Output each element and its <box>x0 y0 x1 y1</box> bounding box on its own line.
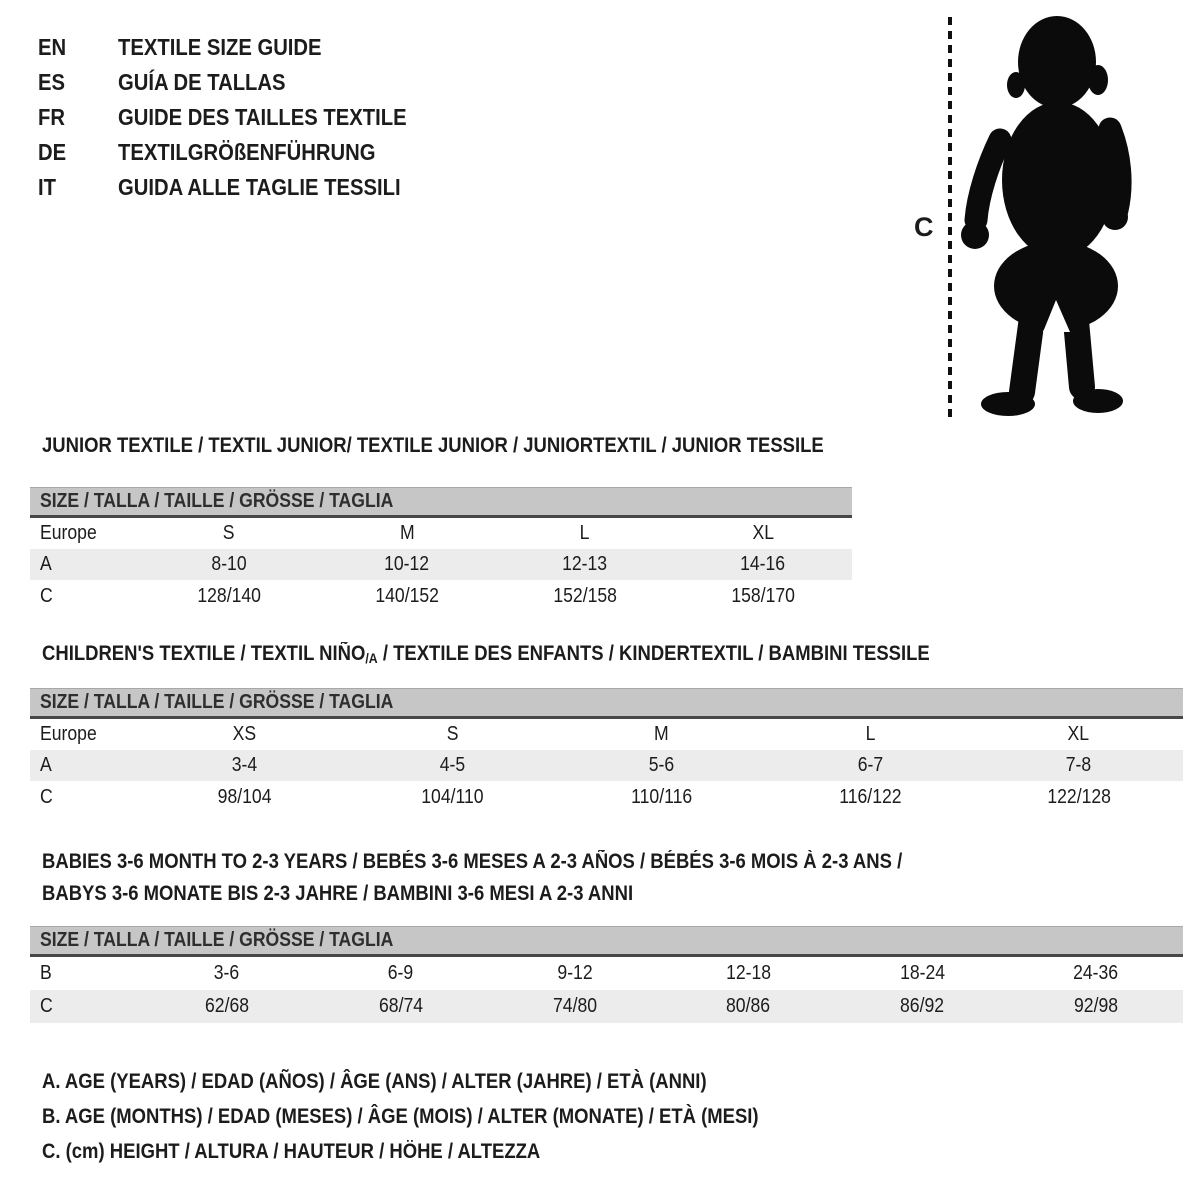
height-cell <box>140 585 318 608</box>
months-cell <box>314 962 488 985</box>
row-label <box>30 585 140 608</box>
row-label-text: Europe <box>40 522 97 544</box>
children-title-sub: /A <box>365 650 378 666</box>
language-code-es <box>38 69 118 96</box>
age-cell-text: 12-13 <box>562 553 608 575</box>
height-cell <box>318 585 496 608</box>
size-cell <box>140 522 318 545</box>
row-label <box>30 995 140 1018</box>
row-label-text: Europe <box>40 723 97 745</box>
footnote-height-cm <box>42 1140 608 1164</box>
height-cell <box>140 786 349 809</box>
language-code-de-text: DE <box>38 139 67 165</box>
children-size-header-text: SIZE / TALLA / TAILLE / GRÖSSE / TAGLIA <box>40 691 394 713</box>
language-code-es-text: ES <box>38 69 66 95</box>
months-cell <box>1009 962 1183 985</box>
height-cell-text: 122/128 <box>1046 786 1111 808</box>
children-row-height <box>30 781 1183 814</box>
size-cell <box>318 522 496 545</box>
height-cell-text: 140/152 <box>375 585 439 607</box>
height-cell <box>314 995 488 1018</box>
months-cell-text: 24-36 <box>1073 962 1119 984</box>
months-cell-text: 6-9 <box>388 962 414 984</box>
children-section-title <box>42 642 1051 666</box>
height-cell <box>349 786 558 809</box>
guide-title-en-text: TEXTILE SIZE GUIDE <box>118 34 322 60</box>
size-cell <box>496 522 674 545</box>
size-cell-text: S <box>223 522 235 544</box>
height-cell <box>835 995 1009 1018</box>
height-cell-text: 80/86 <box>726 995 771 1017</box>
toddler-silhouette-image <box>960 14 1150 429</box>
row-label-text: B <box>40 962 52 984</box>
age-cell <box>140 754 349 777</box>
height-cell-text: 74/80 <box>552 995 597 1017</box>
row-label <box>30 553 140 576</box>
row-label-text: A <box>40 553 52 575</box>
size-cell-text: XS <box>232 723 257 745</box>
row-label <box>30 786 140 809</box>
age-cell <box>974 754 1183 777</box>
row-label <box>30 723 140 746</box>
junior-section-title <box>42 434 930 458</box>
children-row-europe <box>30 719 1183 750</box>
size-cell-text: XL <box>1067 723 1090 745</box>
months-cell-text: 3-6 <box>214 962 240 984</box>
age-cell-text: 14-16 <box>740 553 786 575</box>
footnote-age-years <box>42 1070 797 1094</box>
row-label-text: C <box>40 585 53 607</box>
months-cell-text: 9-12 <box>556 962 593 984</box>
height-cell-text: 152/158 <box>553 585 617 607</box>
age-cell <box>140 553 318 576</box>
junior-row-europe <box>30 518 852 549</box>
size-cell <box>974 723 1183 746</box>
age-cell-text: 6-7 <box>857 754 883 776</box>
babies-row-months <box>30 957 1183 990</box>
height-cell <box>766 786 975 809</box>
height-cell-text: 128/140 <box>197 585 261 607</box>
babies-size-table <box>30 926 1183 1023</box>
height-cell <box>661 995 835 1018</box>
row-label <box>30 962 140 985</box>
height-cell-text: 86/92 <box>900 995 945 1017</box>
months-cell-text: 12-18 <box>725 962 771 984</box>
age-cell <box>318 553 496 576</box>
size-cell-text: M <box>399 522 415 544</box>
language-code-fr-text: FR <box>38 104 65 130</box>
age-cell-text: 3-4 <box>231 754 258 776</box>
babies-section-title-line2 <box>42 882 714 906</box>
footnote-age-months <box>42 1105 856 1129</box>
size-cell <box>557 723 766 746</box>
junior-row-height <box>30 580 852 613</box>
guide-title-de-text: TEXTILGRÖßENFÜHRUNG <box>118 139 376 165</box>
children-section-title-text <box>42 642 930 666</box>
months-cell <box>140 962 314 985</box>
size-cell <box>674 522 852 545</box>
height-cell <box>140 995 314 1018</box>
guide-title-es <box>118 69 446 96</box>
language-code-it-text: IT <box>38 174 56 200</box>
guide-title-fr-text: GUIDE DES TAILLES TEXTILE <box>118 104 407 130</box>
children-size-table <box>30 688 1183 814</box>
height-cell-text: 98/104 <box>217 786 272 808</box>
children-table-header <box>30 688 1183 719</box>
age-cell-text: 10-12 <box>384 553 430 575</box>
row-label-text: A <box>40 754 52 776</box>
height-cell-text: 62/68 <box>204 995 249 1017</box>
age-cell-text: 8-10 <box>211 553 247 575</box>
junior-row-age <box>30 549 852 580</box>
months-cell <box>835 962 1009 985</box>
height-cell <box>1009 995 1183 1018</box>
language-code-en-text: EN <box>38 34 67 60</box>
height-cell-text: 68/74 <box>378 995 423 1017</box>
age-cell-text: 5-6 <box>648 754 675 776</box>
junior-section-title-text: JUNIOR TEXTILE / TEXTIL JUNIOR/ TEXTILE JUNIOR / JUNIORTEXTIL / JUNIOR TESSILE <box>42 434 824 457</box>
size-cell-text: L <box>580 522 590 544</box>
age-cell-text: 4-5 <box>440 754 466 776</box>
height-measure-dashed-line <box>948 17 952 417</box>
height-cell-text: 116/122 <box>838 786 902 808</box>
children-row-age <box>30 750 1183 781</box>
footnote-height-cm-text: C. (cm) HEIGHT / ALTURA / HAUTEUR / HÖHE / ALTEZZA <box>42 1140 541 1163</box>
language-code-de <box>38 139 118 166</box>
months-cell <box>488 962 662 985</box>
guide-title-fr <box>118 104 446 131</box>
babies-title-line2-text: BABYS 3-6 MONATE BIS 2-3 JAHRE / BAMBINI 3-6 MESI A 2-3 ANNI <box>42 882 634 905</box>
children-title-pre: CHILDREN'S TEXTILE / TEXTIL NIÑO <box>42 642 366 665</box>
babies-table-header <box>30 926 1183 957</box>
guide-title-es-text: GUÍA DE TALLAS <box>118 69 286 95</box>
language-legend <box>38 30 446 205</box>
age-cell <box>557 754 766 777</box>
junior-size-header-text: SIZE / TALLA / TAILLE / GRÖSSE / TAGLIA <box>40 490 394 512</box>
row-label-text: C <box>40 995 53 1017</box>
guide-title-en <box>118 34 446 61</box>
footnote-age-years-text: A. AGE (YEARS) / EDAD (AÑOS) / ÂGE (ANS) / ALTER (JAHRE) / ETÀ (ANNI) <box>42 1070 707 1093</box>
size-cell-text: M <box>654 723 669 745</box>
guide-title-de <box>118 139 446 166</box>
size-cell <box>349 723 558 746</box>
age-cell <box>766 754 975 777</box>
babies-row-height <box>30 990 1183 1023</box>
language-code-en <box>38 34 118 61</box>
size-cell-text: S <box>447 723 459 745</box>
children-title-post: / TEXTILE DES ENFANTS / KINDERTEXTIL / BAMBINI TESSILE <box>377 642 930 665</box>
babies-section-title-line1 <box>42 850 1020 874</box>
age-cell <box>674 553 852 576</box>
babies-title-line1-text: BABIES 3-6 MONTH TO 2-3 YEARS / BEBÉS 3-6 MESES A 2-3 AÑOS / BÉBÉS 3-6 MOIS À 2-3 ANS / <box>42 850 903 873</box>
row-label-text: C <box>40 786 53 808</box>
size-cell-text: L <box>865 723 875 745</box>
babies-size-header-text: SIZE / TALLA / TAILLE / GRÖSSE / TAGLIA <box>40 929 394 951</box>
height-cell <box>557 786 766 809</box>
size-cell-text: XL <box>752 522 774 544</box>
footnote-age-months-text: B. AGE (MONTHS) / EDAD (MESES) / ÂGE (MOIS) / ALTER (MONATE) / ETÀ (MESI) <box>42 1105 759 1128</box>
height-cell <box>974 786 1183 809</box>
age-cell <box>496 553 674 576</box>
guide-title-it-text: GUIDA ALLE TAGLIE TESSILI <box>118 174 401 200</box>
months-cell <box>661 962 835 985</box>
language-code-fr <box>38 104 118 131</box>
height-cell-text: 92/98 <box>1074 995 1119 1017</box>
height-cell-text: 104/110 <box>421 786 485 808</box>
height-measure-label: C <box>914 212 934 242</box>
age-cell <box>349 754 558 777</box>
age-cell-text: 7-8 <box>1065 754 1092 776</box>
height-cell <box>496 585 674 608</box>
row-label <box>30 522 140 545</box>
guide-title-it <box>118 174 446 201</box>
toddler-body-shapes <box>994 16 1118 331</box>
height-cell <box>488 995 662 1018</box>
language-code-it <box>38 174 118 201</box>
height-cell-text: 110/116 <box>630 786 692 808</box>
size-cell <box>140 723 349 746</box>
row-label <box>30 754 140 777</box>
junior-size-table <box>30 487 852 613</box>
junior-table-header <box>30 487 852 518</box>
months-cell-text: 18-24 <box>899 962 945 984</box>
height-cell <box>674 585 852 608</box>
height-cell-text: 158/170 <box>731 585 795 607</box>
size-cell <box>766 723 975 746</box>
